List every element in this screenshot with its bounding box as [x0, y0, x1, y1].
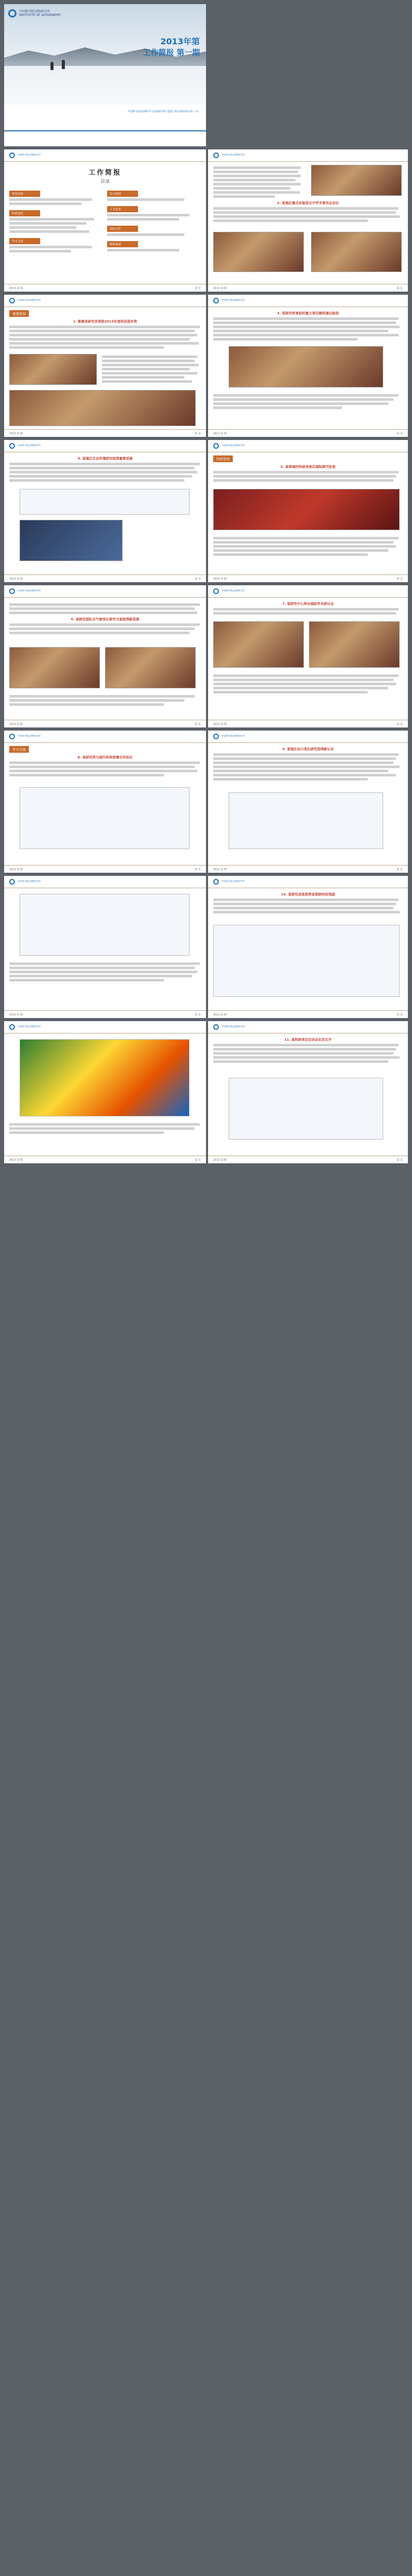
- article-title: 6. 某研究团队在气候变化研究方面取得新进展: [71, 617, 140, 621]
- cover-year: 2013年第: [160, 37, 200, 46]
- page-footer: 2013 第 期 第 页: [4, 1156, 206, 1163]
- meeting-photo: [311, 165, 402, 196]
- article-title: 5. 某领域的科研成果在国际期刊发表: [280, 465, 336, 469]
- page-l6: [4, 876, 206, 1018]
- page-footer: 2013 第 期 第 页: [208, 720, 408, 727]
- toc-section-4[interactable]: 综合新闻: [107, 191, 138, 197]
- page-l5: [4, 731, 206, 873]
- page-header: 中国科学院动物研究所: [208, 731, 408, 743]
- award-photo: [9, 354, 97, 385]
- seminar-photo: [213, 621, 304, 668]
- article-title: 1. 黄鼎成研究员荣获2013年度科技进步奖: [73, 319, 138, 324]
- page-footer: 2013 第 期 第 页: [208, 1156, 408, 1163]
- meeting-photo-2: [213, 232, 304, 272]
- page-r6: [208, 876, 408, 1018]
- figure: [229, 1078, 383, 1140]
- page-footer: 2013 第 期 第 页: [208, 865, 408, 873]
- page-header: 中国科学院动物研究所: [4, 876, 206, 888]
- page-l7: [4, 1021, 206, 1163]
- meeting-photo-3: [311, 232, 402, 272]
- chart-figure: [229, 792, 383, 849]
- article-title: 3. 某研究所承担的重大项目顺利通过验收: [277, 311, 339, 315]
- section-tag-research: 科研进展: [213, 455, 233, 462]
- page-footer: 2013 第 期 第 页: [4, 720, 206, 727]
- page-r4: [208, 585, 408, 727]
- map-figure: [20, 1039, 190, 1116]
- cover-lower: [4, 105, 206, 130]
- toc-section-7[interactable]: 媒体报道: [107, 241, 138, 247]
- page-footer: 2013 第 期 第 页: [4, 1010, 206, 1018]
- page-r2: [208, 295, 408, 437]
- page-header: 中国科学院动物研究所: [4, 731, 206, 743]
- page-header: 中国科学院动物研究所: [208, 585, 408, 598]
- cover-title-block: [143, 35, 200, 58]
- page-header: 中国科学院动物研究所: [4, 440, 206, 452]
- toc-heading: [4, 167, 206, 184]
- toc-section-6[interactable]: 国际合作: [107, 226, 138, 232]
- page-header: 中国科学院动物研究所: [208, 149, 408, 162]
- website-screenshot: [20, 489, 190, 515]
- cover-logo: [8, 9, 61, 18]
- promo-image: [20, 520, 123, 561]
- conference-photo: [213, 489, 400, 530]
- article-title: 10. 某研究成果获得省部级科技奖励: [281, 892, 335, 896]
- cover-inst-cn: 中国科学院动物研究所: [19, 10, 50, 13]
- cover-bottom-band: [4, 130, 206, 146]
- article-title: 8. 某研究所与国外机构签署合作协议: [77, 755, 133, 759]
- page-header: 中国科学院动物研究所: [4, 1021, 206, 1033]
- page-footer: 2013 第 期 第 页: [4, 429, 206, 437]
- page-r7: [208, 1021, 408, 1163]
- page-l4: [4, 585, 206, 727]
- toc-title: 工作简报: [88, 169, 122, 177]
- toc-page: [4, 149, 206, 292]
- toc-section-2[interactable]: 科研进展: [9, 210, 40, 216]
- page-r1: [208, 149, 408, 292]
- page-footer: 2013 第 期 第 页: [208, 284, 408, 292]
- page-header: 中国科学院动物研究所: [208, 1021, 408, 1033]
- toc-left-column: [9, 191, 102, 254]
- seminar-photo-2: [309, 621, 400, 668]
- page-l2: [4, 295, 206, 437]
- award-ceremony-photo: [9, 390, 196, 426]
- data-figure: [20, 787, 190, 849]
- page-footer: 2013 第 期 第 页: [208, 429, 408, 437]
- page-l3: [4, 440, 206, 582]
- page-header: 中国科学院动物研究所: [4, 295, 206, 307]
- page-header: 中国科学院动物研究所: [4, 149, 206, 162]
- cover-inst-en: INSTITUTE OF GEOGRAPHY: [19, 13, 61, 17]
- toc-section-1[interactable]: 重要新闻: [9, 191, 40, 197]
- toc-section-5[interactable]: 人才培养: [107, 206, 138, 212]
- section-tag-news: 重要新闻: [9, 310, 29, 317]
- toc-right-column: [107, 191, 200, 253]
- page-header: 中国科学院动物研究所: [208, 295, 408, 307]
- page-header: 中国科学院动物研究所: [208, 876, 408, 888]
- page-r5: [208, 731, 408, 873]
- page-header: 中国科学院动物研究所: [4, 585, 206, 598]
- page-header: 中国科学院动物研究所: [208, 440, 408, 452]
- page-footer: 2013 第 期 第 页: [208, 574, 408, 582]
- article-title: 11. 某科研项目启动会在京召开: [284, 1038, 332, 1042]
- field-photo: [9, 647, 100, 688]
- article-title: 2. 某地区重点实验室召开学术委员会会议: [277, 201, 339, 205]
- section-tag-exchange: 学术交流: [9, 746, 29, 753]
- article-title: 9. 某地区冰川变化研究获得新认识: [282, 747, 334, 751]
- bar-chart-figure: [213, 925, 400, 997]
- page-footer: 2013 第 期 第 页: [4, 284, 206, 292]
- line-chart-figure: [20, 894, 190, 956]
- page-footer: 2013 第 期 第 页: [208, 1010, 408, 1018]
- page-footer: 2013 第 期 第 页: [4, 865, 206, 873]
- cover-subtitle: 中国科学院地理科学与资源研究所 遥感与数字地球研究所 主办: [127, 110, 199, 113]
- toc-subtitle: 目录: [100, 179, 110, 184]
- group-photo: [229, 346, 383, 387]
- cover-page: [4, 4, 206, 146]
- page-footer: 2013 第 期 第 页: [4, 574, 206, 582]
- cover-title: 工作简报 第一期: [143, 48, 200, 57]
- page-r3: [208, 440, 408, 582]
- article-block: [213, 201, 403, 224]
- toc-section-3[interactable]: 学术交流: [9, 238, 40, 244]
- article-title: 7. 某研究中心举办国际学术研讨会: [282, 602, 334, 606]
- field-photo-2: [105, 647, 196, 688]
- article-title: 4. 某地区生态环境研究取得重要进展: [77, 456, 133, 461]
